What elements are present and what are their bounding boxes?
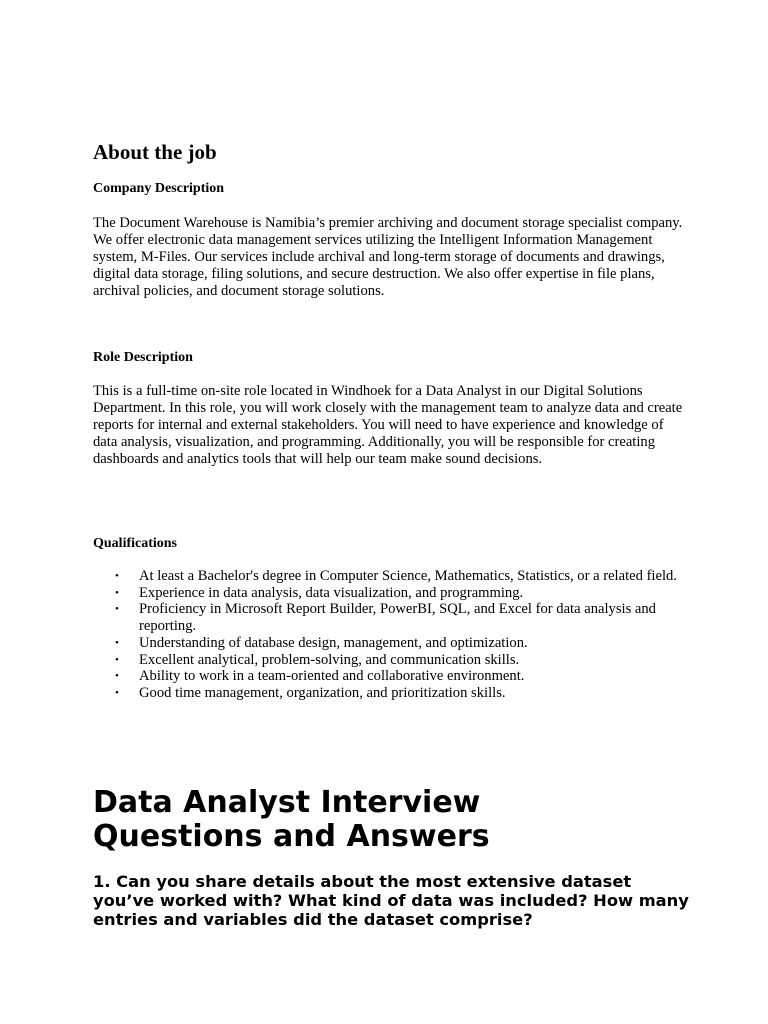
about-job-heading: About the job [93, 140, 217, 164]
list-item: • Excellent analytical, problem-solving, and communication skills. [115, 651, 520, 668]
interview-question-1: 1. Can you share details about the most extensive dataset you’ve worked with? What kind of data was included? How many entries and variables did the dataset comprise? [93, 872, 689, 929]
list-item: • Experience in data analysis, data visualization, and programming. [115, 584, 524, 601]
bullet-icon: • [115, 653, 119, 666]
role-description-heading: Role Description [93, 350, 193, 365]
bullet-icon: • [115, 603, 119, 616]
bullet-icon: • [115, 686, 119, 699]
bullet-icon: • [115, 636, 119, 649]
interview-heading: Data Analyst Interview Questions and Answers [93, 785, 490, 854]
list-item: • At least a Bachelor's degree in Computer Science, Mathematics, Statistics, or a related field. [115, 568, 677, 584]
list-item: • Understanding of database design, management, and optimization. [115, 634, 528, 651]
bullet-icon: • [115, 570, 119, 582]
company-description-heading: Company Description [93, 181, 225, 196]
company-description-text: The Document Warehouse is Namibia’s premier archiving and document storage specialist company. We offer electronic data management services utilizing the Intelligent Information Management system, M-Files. Our services include archival and long-term storage of documents and drawings, digital data storage, filing solutions, and secure destruction. We also offer expertise in file plans, archival policies, and document storage solutions. [93, 215, 683, 299]
list-item: • Ability to work in a team-oriented and collaborative environment. [115, 668, 525, 685]
bullet-icon: • [115, 586, 119, 599]
qualifications-list [93, 568, 683, 702]
list-item: • Proficiency in Microsoft Report Builder, PowerBI, SQL, and Excel for data analysis and reporting. [115, 601, 656, 635]
role-description-text: This is a full-time on-site role located in Windhoek for a Data Analyst in our Digital Solutions Department. In this role, you will work closely with the management team to analyze data and create reports for internal and external stakeholders. You will need to have experience and knowledge of data analysis, visualization, and programming. Additionally, you will be responsible for creating dashboards and analytics tools that will help our team make sound decisions. [93, 383, 683, 467]
bullet-icon: • [115, 670, 119, 683]
list-item: • Good time management, organization, and prioritization skills. [115, 684, 506, 701]
qualifications-heading: Qualifications [93, 536, 178, 551]
